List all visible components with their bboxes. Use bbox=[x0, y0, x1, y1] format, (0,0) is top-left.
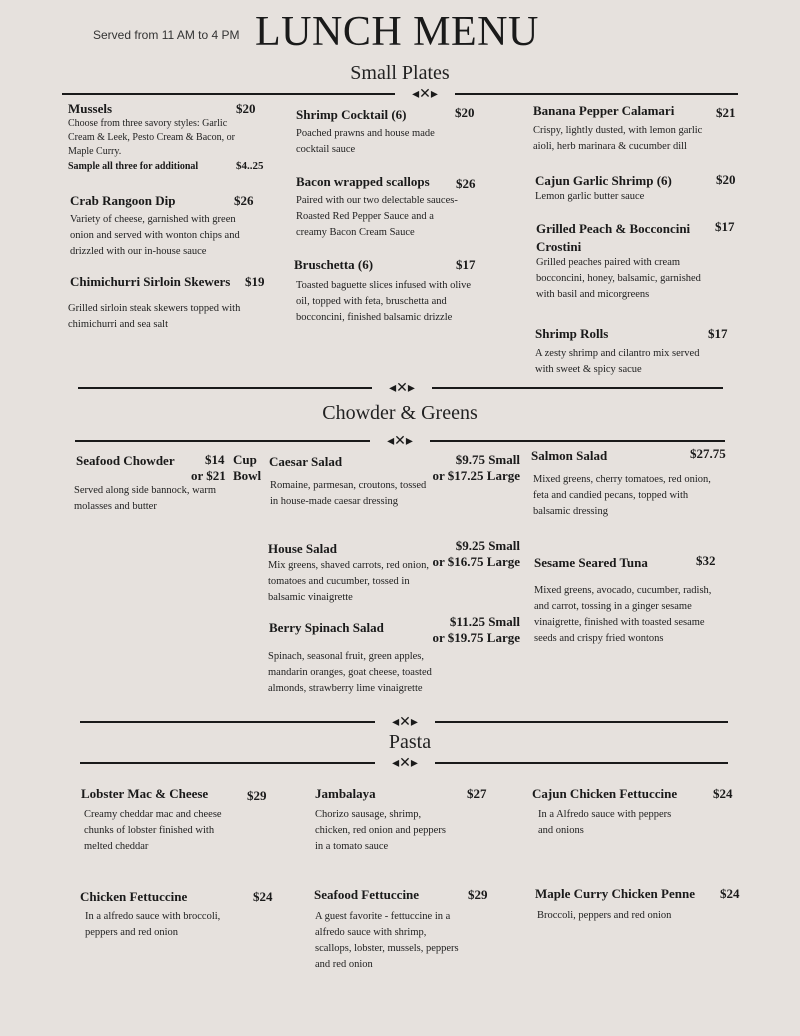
item-name: Berry Spinach Salad bbox=[269, 620, 384, 635]
item-desc: Broccoli, peppers and red onion bbox=[537, 910, 672, 921]
item-desc: A zesty shrimp and cilantro mix served with sweet & spicy sacue bbox=[535, 348, 700, 375]
item-desc: Mixed greens, cherry tomatoes, red onion, feta and candied pecans, topped with balsamic dressing bbox=[533, 474, 711, 517]
item-name: Shrimp Rolls bbox=[535, 326, 609, 341]
ornament-icon: ◂✕▸ bbox=[395, 87, 455, 101]
item-price: or $21 bbox=[191, 468, 226, 483]
price-large: or $16.75 Large bbox=[432, 554, 520, 569]
item-desc: Mix greens, shaved carrots, red onion, tomatoes and cucumber, tossed in balsamic vinaigrette bbox=[268, 560, 429, 603]
item-desc: Creamy cheddar mac and cheese chunks of lobster finished with melted cheddar bbox=[84, 809, 222, 852]
page-title: LUNCH MENU bbox=[255, 9, 539, 55]
item-size: Bowl bbox=[233, 468, 262, 483]
item-desc: In a Alfredo sauce with peppers and onions bbox=[538, 809, 672, 836]
item-price: $17 bbox=[456, 257, 476, 272]
item-desc: Crispy, lightly dusted, with lemon garlic aioli, herb marinara & cucumber dill bbox=[533, 125, 703, 152]
item-price: $24 bbox=[253, 889, 273, 904]
item-desc: Served along side bannock, warm molasses and butter bbox=[74, 485, 217, 512]
item-name: Mussels bbox=[68, 101, 113, 116]
item-desc: A guest favorite - fettuccine in a alfredo sauce with shrimp, scallops, lobster, mussels, peppers and red onion bbox=[315, 911, 459, 970]
item-desc: Poached prawns and house made cocktail sauce bbox=[296, 128, 435, 155]
ornament-icon: ◂✕▸ bbox=[375, 715, 435, 729]
item-name: Grilled Peach & Bocconcini Crostini bbox=[536, 221, 691, 254]
item-name: Banana Pepper Calamari bbox=[533, 103, 675, 118]
item-desc: Romaine, parmesan, croutons, tossed in house-made caesar dressing bbox=[270, 480, 427, 507]
item-note-price: $4..25 bbox=[236, 160, 264, 172]
item-name: Sesame Seared Tuna bbox=[534, 555, 648, 570]
item-desc: Variety of cheese, garnished with green onion and served with wonton chips and drizzled with our in-house sauce bbox=[70, 214, 240, 257]
item-name: Lobster Mac & Cheese bbox=[81, 786, 209, 801]
item-price bbox=[420, 614, 520, 646]
item-price: $19 bbox=[245, 274, 265, 289]
price-small: $11.25 Small bbox=[449, 614, 520, 629]
item-price: $14 bbox=[205, 452, 225, 467]
item-desc: Spinach, seasonal fruit, green apples, mandarin oranges, goat cheese, toasted almonds, strawberry lime vinaigrette bbox=[268, 651, 432, 694]
item-name: Maple Curry Chicken Penne bbox=[535, 886, 695, 901]
item-name: Shrimp Cocktail (6) bbox=[296, 107, 407, 122]
item-price: $17 bbox=[715, 219, 735, 234]
item-name: Cajun Chicken Fettuccine bbox=[532, 786, 678, 801]
ornament-icon: ◂✕▸ bbox=[375, 756, 435, 770]
served-hours: Served from 11 AM to 4 PM bbox=[93, 28, 240, 42]
item-price: $29 bbox=[247, 788, 267, 803]
item-desc: Grilled peaches paired with cream bocconcini, honey, balsamic, garnished with basil and micorgreens bbox=[536, 257, 701, 300]
item-name: Salmon Salad bbox=[531, 448, 608, 463]
price-large: or $19.75 Large bbox=[432, 630, 520, 645]
item-price: $26 bbox=[234, 193, 254, 208]
item-name: Chimichurri Sirloin Skewers bbox=[70, 274, 231, 289]
item-name: Seafood Fettuccine bbox=[314, 887, 420, 902]
item-price: $24 bbox=[720, 886, 740, 901]
item-desc: Chorizo sausage, shrimp, chicken, red onion and peppers in a tomato sauce bbox=[315, 809, 446, 852]
item-note: Sample all three for additional bbox=[68, 161, 199, 172]
item-price bbox=[420, 452, 520, 484]
item-desc: Mixed greens, avocado, cucumber, radish, and carrot, tossing in a ginger sesame vinaigrette, finished with toasted sesame seeds and crispy fried wontons bbox=[534, 585, 712, 644]
item-name: Chicken Fettuccine bbox=[80, 889, 188, 904]
item-name: Crab Rangoon Dip bbox=[70, 193, 176, 208]
item-price: $21 bbox=[716, 105, 736, 120]
item-name: Cajun Garlic Shrimp (6) bbox=[535, 173, 672, 188]
section-title-small-plates: Small Plates bbox=[350, 62, 450, 84]
item-name: Seafood Chowder bbox=[76, 453, 175, 468]
item-name: Jambalaya bbox=[315, 786, 376, 801]
price-large: or $17.25 Large bbox=[432, 468, 520, 483]
item-desc: Choose from three savory styles: Garlic Cream & Leek, Pesto Cream & Bacon, or Maple Curry. bbox=[68, 118, 235, 157]
item-price: $27.75 bbox=[690, 446, 726, 461]
item-price: $20 bbox=[716, 172, 736, 187]
item-price: $29 bbox=[468, 887, 488, 902]
item-price: $32 bbox=[696, 553, 716, 568]
item-price: $26 bbox=[456, 176, 476, 191]
ornament-icon: ◂✕▸ bbox=[370, 434, 430, 448]
item-desc: Toasted baguette slices infused with olive oil, topped with feta, bruschetta and bocconcini, finished balsamic drizzle bbox=[296, 280, 472, 323]
item-name: Caesar Salad bbox=[269, 454, 343, 469]
item-price bbox=[420, 538, 520, 570]
item-desc: In a alfredo sauce with broccoli, peppers and red onion bbox=[85, 911, 221, 938]
item-price: $17 bbox=[708, 326, 728, 341]
section-title-pasta: Pasta bbox=[388, 731, 432, 753]
item-price: $24 bbox=[713, 786, 733, 801]
item-price: $20 bbox=[236, 101, 256, 116]
section-title-chowder: Chowder & Greens bbox=[322, 402, 478, 424]
item-price: $27 bbox=[467, 786, 487, 801]
price-small: $9.75 Small bbox=[455, 452, 520, 467]
item-desc: Paired with our two delectable sauces- Roasted Red Pepper Sauce and a creamy Bacon Cream Sauce bbox=[296, 195, 458, 238]
price-small: $9.25 Small bbox=[455, 538, 520, 553]
item-name: Bruschetta (6) bbox=[294, 257, 374, 272]
item-desc: Lemon garlic butter sauce bbox=[535, 191, 645, 202]
ornament-icon: ◂✕▸ bbox=[372, 381, 432, 395]
item-desc: Grilled sirloin steak skewers topped with chimichurri and sea salt bbox=[68, 303, 241, 330]
item-name: House Salad bbox=[268, 541, 337, 556]
item-name: Bacon wrapped scallops bbox=[296, 174, 430, 189]
item-size: Cup bbox=[233, 452, 257, 467]
item-price: $20 bbox=[455, 105, 475, 120]
